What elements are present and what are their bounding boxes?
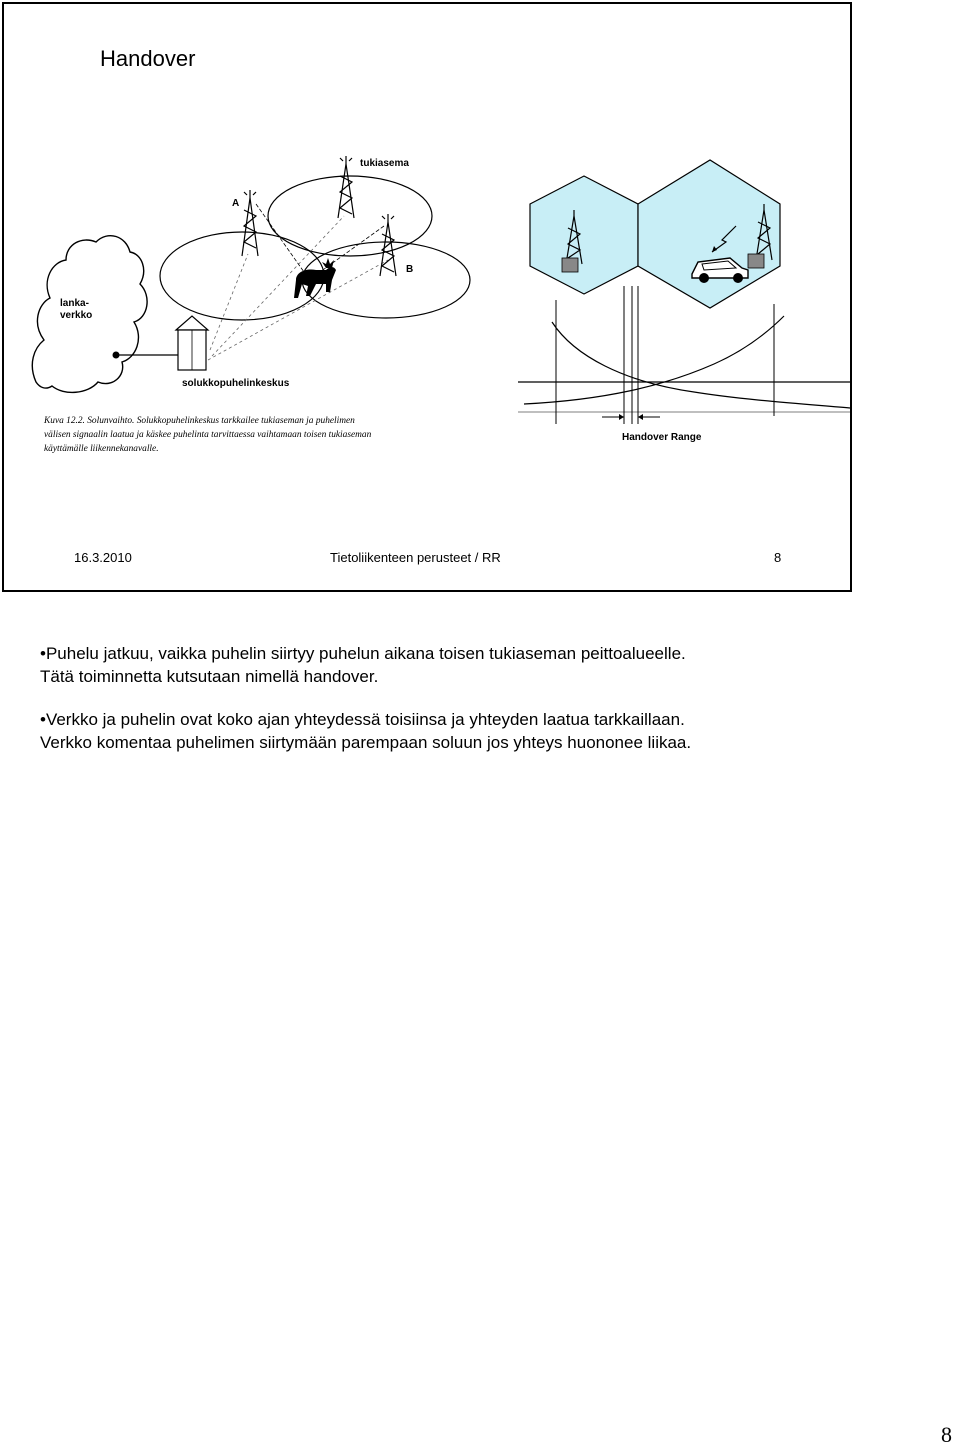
note-line: Tätä toiminnetta kutsutaan nimellä handover. [40,667,379,686]
tower-a-label: A [232,198,240,209]
speaker-notes [40,642,940,774]
building-icon [176,316,208,370]
handover-range-label: Handover Range [622,432,702,443]
note-paragraph [40,708,940,754]
page-number: 8 [941,1422,952,1447]
note-line: •Puhelu jatkuu, vaikka puhelin siirtyy puhelun aikana toisen tukiaseman peittoalueelle. [40,644,686,663]
network-label-1: lanka- [60,298,89,309]
footer-course: Tietoliikenteen perusteet / RR [330,550,501,565]
exchange-label: solukkopuhelinkeskus [182,378,290,389]
caption-line: käyttämälle liikennekanavalle. [44,444,159,454]
footer-page-number: 8 [774,550,782,565]
network-label-2: verkko [60,310,93,321]
tower-icon [380,214,396,276]
figure-caption [44,414,474,456]
moose-icon [294,258,336,298]
tower-icon [338,156,354,218]
note-line: Verkko komentaa puhelimen siirtymään parempaan soluun jos yhteys huononee liikaa. [40,733,692,752]
slide-title: Handover [100,46,196,71]
tower-icon [242,190,258,256]
handover-figure [4,4,850,590]
note-line: •Verkko ja puhelin ovat koko ajan yhteydessä toisiinsa ja yhteyden laatua tarkkaillaan. [40,710,685,729]
caption-line: Kuva 12.2. Solunvaihto. Solukkopuhelinkeskus tarkkailee tukiaseman ja puhelimen [44,416,355,426]
base-station-label: tukiasema [360,158,409,169]
note-paragraph [40,642,940,688]
slide [2,2,852,592]
footer-date: 16.3.2010 [74,550,132,565]
caption-line: välisen signaalin laatua ja käskee puhelinta tarvittaessa vaihtamaan toisen tukiaseman [44,430,372,440]
tower-b-label: B [406,264,414,275]
